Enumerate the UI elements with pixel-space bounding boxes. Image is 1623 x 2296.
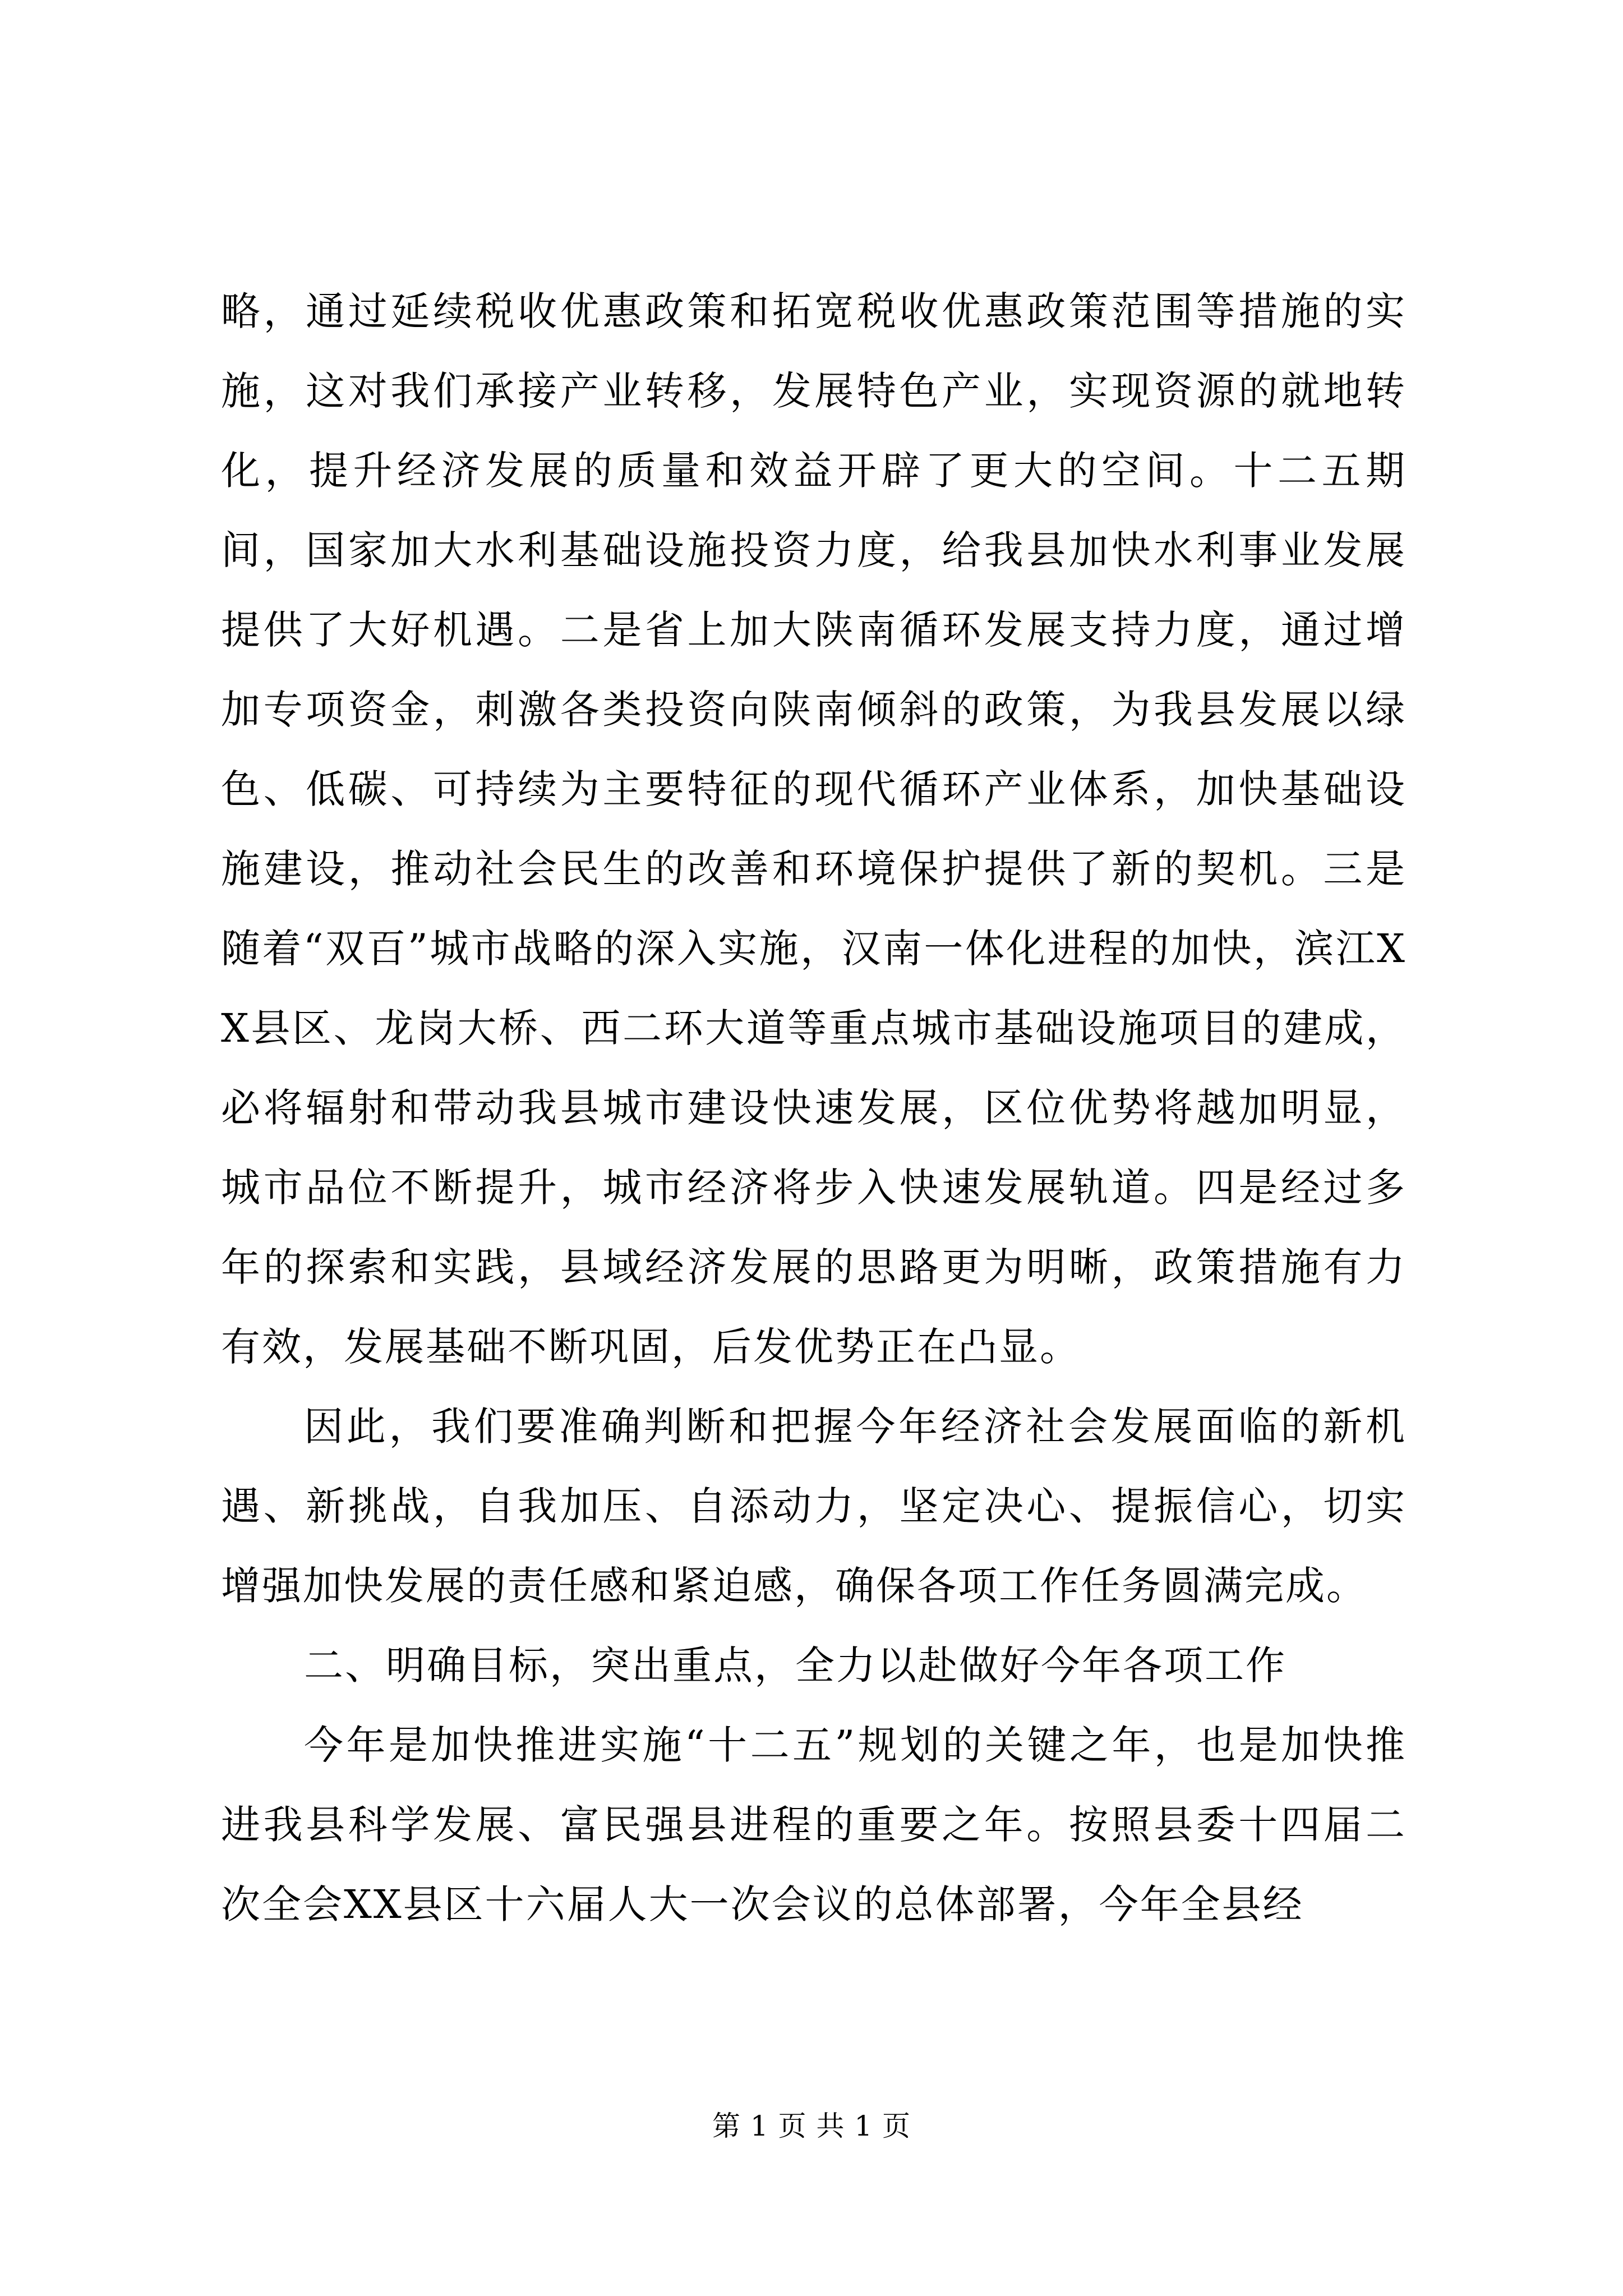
page-footer: 第 1 页 共 1 页 [712, 2110, 911, 2142]
document-body [221, 272, 1407, 1944]
paragraph-opportunities: 略，通过延续税收优惠政策和拓宽税收优惠政策范围等措施的实施，这对我们承接产业转移，发展特色产业，实现资源的就地转化，提升经济发展的质量和效益开辟了更大的空间。十二五期间，国家加大水利基础设施投资力度，给我县加快水利事业发展提供了大好机遇。二是省上加大陕南循环发展支持力度，通过增加专项资金，刺激各类投资向陕南倾斜的政策，为我县发展以绿色、低碳、可持续为主要特征的现代循环产业体系，加快基础设施建设，推动社会民生的改善和环境保护提供了新的契机。三是随着“双百”城市战略的深入实施，汉南一体化进程的加快，滨江XX县区、龙岗大桥、西二环大道等重点城市基础设施项目的建成，必将辐射和带动我县城市建设快速发展，区位优势将越加明显，城市品位不断提升，城市经济将步入快速发展轨道。四是经过多年的探索和实践，县域经济发展的思路更为明晰，政策措施有力有效，发展基础不断巩固，后发优势正在凸显。 [221, 288, 1407, 1370]
section-heading: 二、明确目标，突出重点，全力以赴做好今年各项工作 [304, 1642, 1287, 1688]
paragraph-goals: 今年是加快推进实施“十二五”规划的关键之年，也是加快推进我县科学发展、富民强县进程的重要之年。按照县委十四届二次全会XX县区十六届人大一次会议的总体部署，今年全县经 [221, 1722, 1407, 1927]
paragraph-conclusion: 因此，我们要准确判断和把握今年经济社会发展面临的新机遇、新挑战，自我加压、自添动力，坚定决心、提振信心，切实增强加快发展的责任感和紧迫感，确保各项工作任务圆满完成。 [221, 1404, 1407, 1609]
